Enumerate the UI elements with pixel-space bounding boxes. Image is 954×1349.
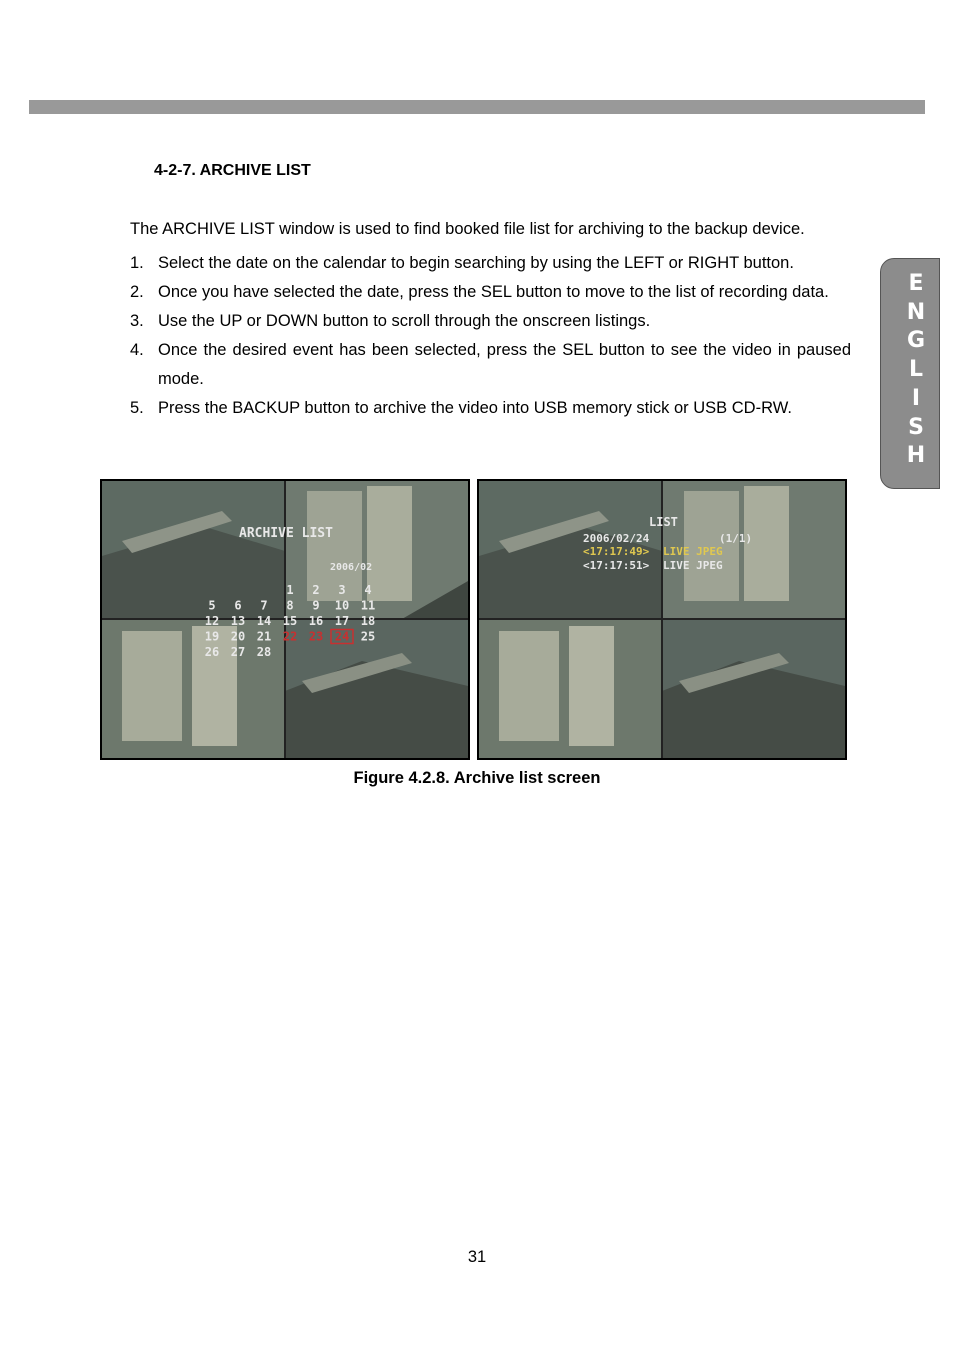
step-number: 5.	[130, 399, 144, 417]
calendar-day: 15	[282, 614, 298, 628]
list-item	[130, 307, 851, 336]
calendar-day: 25	[360, 629, 376, 644]
step-text: Use the UP or DOWN button to scroll through the onscreen listings.	[158, 312, 651, 330]
osd-page: (1/1)	[719, 532, 753, 545]
step-number: 2.	[130, 283, 144, 301]
calendar-day: 20	[230, 629, 246, 644]
tab-letter: I	[911, 385, 921, 411]
calendar-day: 6	[234, 598, 242, 613]
step-text: Once the desired event has been selected, press the SEL button to see the video in paused mode.	[158, 341, 851, 388]
tab-letter: L	[908, 357, 924, 383]
osd-entry-type: LIVE JPEG	[663, 559, 723, 572]
calendar-day: 4	[364, 583, 372, 597]
calendar-day: 21	[256, 629, 272, 644]
calendar-day: 16	[308, 614, 324, 628]
calendar-day: 1	[286, 583, 294, 597]
list-item	[130, 336, 851, 394]
calendar-day: 12	[204, 614, 220, 628]
calendar-day: 5	[208, 598, 216, 613]
archive-list-screenshot	[100, 479, 470, 760]
calendar-day: 9	[312, 598, 320, 613]
osd-title: ARCHIVE LIST	[239, 526, 333, 541]
list-item	[130, 249, 851, 278]
list-item	[130, 394, 851, 423]
language-tab-letters	[903, 270, 929, 471]
intro-paragraph: The ARCHIVE LIST window is used to find booked file list for archiving to the backup device.	[130, 220, 805, 238]
calendar-day: 23	[308, 629, 324, 644]
step-number: 1.	[130, 254, 144, 272]
calendar-day: 18	[360, 614, 376, 628]
calendar-day: 2	[312, 583, 320, 597]
osd-entry-time: <17:17:51>	[583, 559, 650, 572]
osd-title: LIST	[649, 515, 678, 529]
calendar-day: 8	[286, 598, 294, 613]
tab-letter: H	[906, 443, 926, 469]
steps-list	[130, 249, 851, 423]
file-list-screenshot	[477, 479, 847, 760]
tab-letter: G	[906, 328, 926, 354]
calendar-day: 10	[334, 598, 350, 613]
camera-quad-view	[102, 481, 468, 758]
step-text: Once you have selected the date, press the SEL button to move to the list of recording data.	[158, 283, 829, 301]
tab-letter: E	[908, 271, 924, 296]
calendar-day: 28	[256, 645, 272, 659]
calendar-day: 17	[334, 614, 350, 628]
calendar-day: 24	[334, 629, 350, 644]
osd-month: 2006/02	[330, 562, 373, 573]
step-text: Select the date on the calendar to begin searching by using the LEFT or RIGHT button.	[158, 254, 794, 272]
calendar-day: 14	[256, 614, 272, 628]
step-number: 4.	[130, 341, 144, 359]
calendar-day: 19	[204, 629, 220, 644]
tab-letter: S	[908, 414, 924, 440]
calendar-day: 27	[230, 645, 246, 659]
calendar-day: 26	[204, 645, 220, 659]
step-text: Press the BACKUP button to archive the video into USB memory stick or USB CD-RW.	[158, 399, 792, 417]
header-bar	[29, 100, 925, 114]
camera-quad-view	[479, 481, 845, 758]
calendar-day: 13	[230, 614, 246, 628]
calendar-day: 7	[260, 598, 268, 613]
section-heading: 4-2-7. ARCHIVE LIST	[154, 162, 311, 179]
calendar-day: 3	[338, 583, 346, 597]
list-item	[130, 278, 851, 307]
osd-date: 2006/02/24	[583, 532, 650, 545]
calendar-day: 11	[360, 598, 376, 613]
osd-entry-type: LIVE JPEG	[663, 545, 723, 558]
figure-caption: Figure 4.2.8. Archive list screen	[353, 769, 601, 787]
osd-entry-time: <17:17:49>	[583, 545, 650, 558]
step-number: 3.	[130, 312, 144, 330]
calendar-day: 22	[282, 629, 298, 644]
tab-letter: N	[906, 299, 926, 325]
page-number: 31	[467, 1248, 487, 1266]
